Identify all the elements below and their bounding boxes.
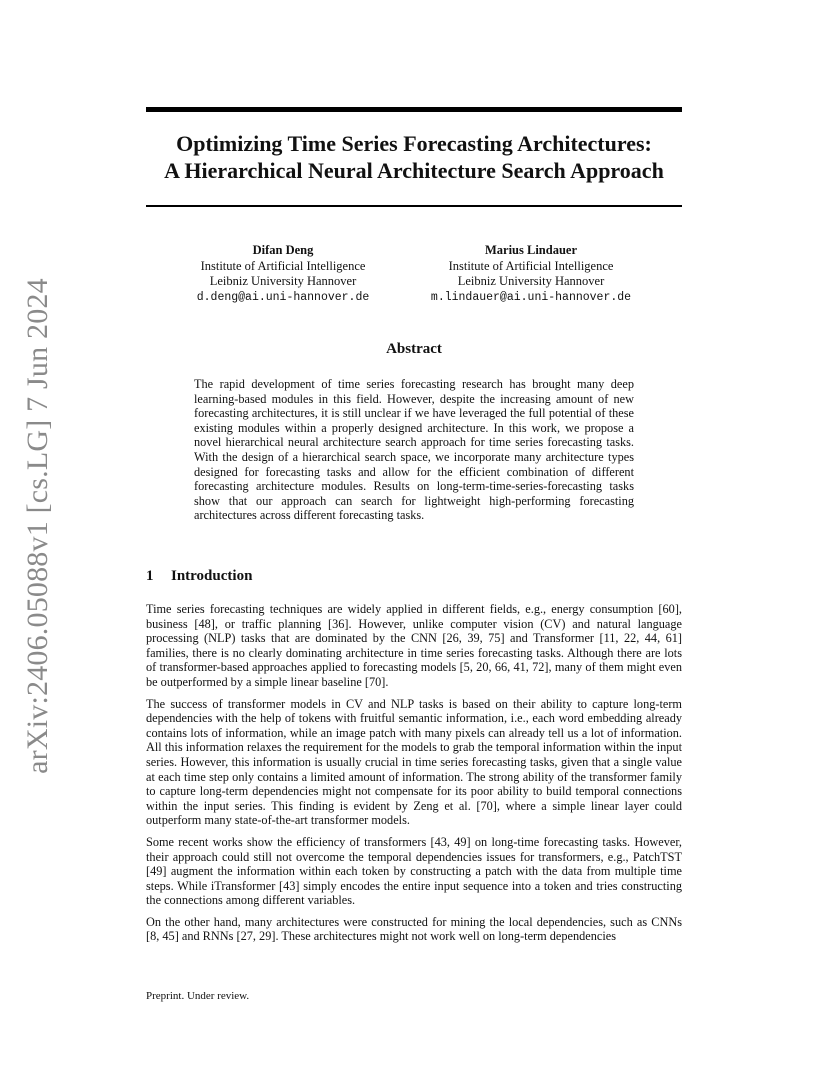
paragraph: On the other hand, many architectures were constructed for mining the local dependencies, such as CNNs [8, 45] and RNNs [27, 29]. These architectures might not work well on long-term dependencies: [146, 914, 682, 944]
author-block-1: [153, 243, 413, 305]
author-university: Leibniz University Hannover: [457, 274, 605, 288]
section-number: 1: [146, 568, 154, 584]
author-block-2: [401, 243, 661, 305]
author-affiliation: Institute of Artificial Intelligence: [448, 258, 614, 273]
title-bottom-rule: [146, 205, 682, 207]
section-heading: [146, 568, 252, 585]
author-name: Difan Deng: [252, 243, 314, 257]
paragraph: Some recent works show the efficiency of transformers [43, 49] on long-time forecasting tasks. However, their approach could still not overcome the temporal dependencies issues for transformers, e.g., PatchTST [49] augment the information within each token by constructing a patch with the data from multiple time steps. While iTransformer [43] simply encodes the entire input sequence into a token and tries constructing the connections among different variables.: [146, 834, 682, 908]
section-title: Introduction: [171, 568, 253, 584]
abstract-text: The rapid development of time series forecasting research has brought many deep learning-based modules in this field. However, despite the increasing amount of new forecasting architectures, it is still unclear if we have leveraged the full potential of these existing modules within a properly designed architecture. In this work, we propose a novel hierarchical neural architecture search approach for time series forecasting tasks. With the design of a hierarchical search space, we incorporate many architecture types designed for forecasting tasks and allow for the efficient combination of different forecasting architecture modules. Results on long-term-time-series-forecasting tasks show that our approach can search for lightweight high-performing forecasting architectures across different forecasting tasks.: [194, 377, 634, 523]
author-email: d.deng@ai.uni-hannover.de: [196, 290, 370, 304]
paper-title: [146, 130, 682, 184]
preprint-footer: Preprint. Under review.: [146, 990, 250, 1002]
abstract-heading: Abstract: [386, 341, 442, 357]
arxiv-identifier-stamp: arXiv:2406.05088v1 [cs.LG] 7 Jun 2024: [21, 278, 54, 774]
author-email: m.lindauer@ai.uni-hannover.de: [430, 290, 632, 304]
title-line-1: Optimizing Time Series Forecasting Architectures:: [176, 131, 652, 156]
introduction-body: [146, 602, 682, 951]
title-line-2: A Hierarchical Neural Architecture Search Approach: [164, 158, 664, 183]
author-name: Marius Lindauer: [484, 243, 578, 257]
author-affiliation: Institute of Artificial Intelligence: [200, 258, 366, 273]
paragraph: The success of transformer models in CV and NLP tasks is based on their ability to capture long-term dependencies with the help of tokens with fruitful semantic information, i.e., each word embedding already contains lots of information, while an image patch with many pixels can already tell us a lot of information. All this information relaxes the requirement for the models to grab the temporal information within the input series. However, this information is usually crucial in time series forecasting tasks, given that a single value at each time step only contains a limited amount of information. The strong ability of the transformer family to capture long-term dependencies might not compensate for its poor ability to build temporal connections within the input series. This finding is evident by Zeng et al. [70], where a simple linear layer could outperform many state-of-the-art transformer models.: [146, 696, 682, 828]
paragraph: Time series forecasting techniques are widely applied in different fields, e.g., energy consumption [60], business [48], or traffic planning [36]. However, unlike computer vision (CV) and natural language processing (NLP) tasks that are dominated by the CNN [26, 39, 75] and Transformer [11, 22, 44, 61] families, there is no clearly dominating architecture in time series forecasting tasks. Although there are lots of transformer-based approaches applied to forecasting models [5, 20, 66, 41, 72], many of them might even be outperformed by a simple linear baseline [70].: [146, 602, 682, 689]
author-university: Leibniz University Hannover: [209, 274, 357, 288]
title-top-rule: [146, 107, 682, 112]
